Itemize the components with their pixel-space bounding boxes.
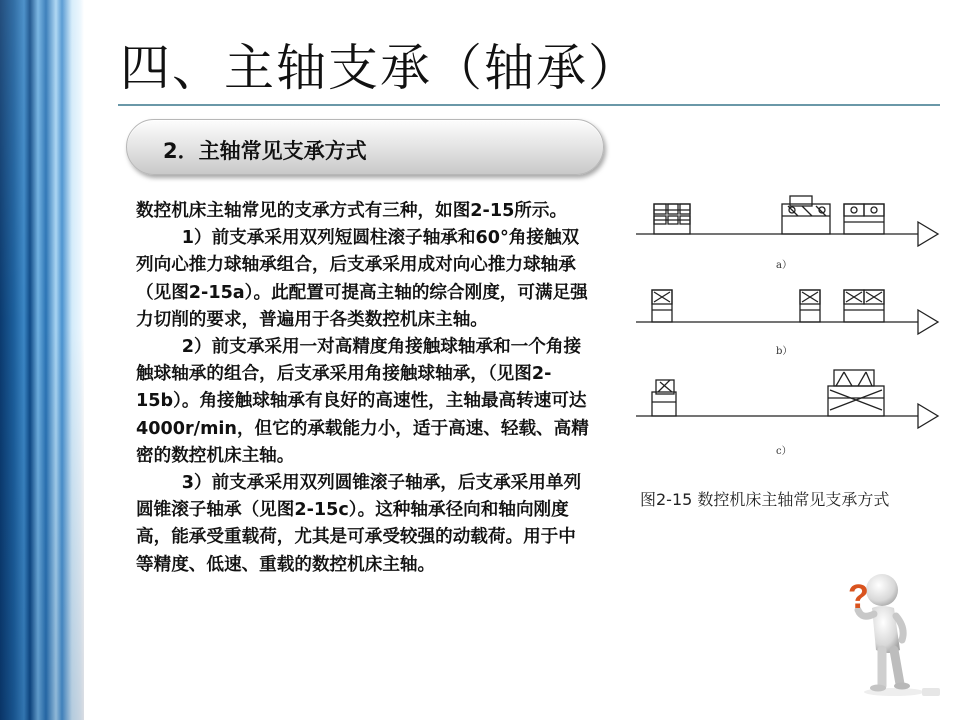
diagram-b [636,290,938,334]
left-decorative-stripes [0,0,84,720]
section-heading-pill [126,119,604,175]
bearing-arrangement-figure [630,186,948,466]
thinking-figure-illustration [842,568,942,698]
diagram-c [636,370,938,428]
sublabel-c: c） [776,446,792,457]
question-mark-icon: ? [848,578,869,616]
body-text [136,198,592,579]
paragraph-intro: 数控机床主轴常见的支承方式有三种，如图2-15所示。 [136,201,568,221]
corner-mark [922,688,940,696]
sublabel-a: a） [776,260,792,271]
paragraph-option-3: 3）前支承采用双列圆锥滚子轴承，后支承采用单列圆锥滚子轴承（见图2-15c）。这种轴承径向和轴向刚度高，能承受重载荷，尤其是可承受较强的动载荷。用于中等精度、低速、重载的数控机床主轴。 [136,473,582,575]
paragraph-option-1: 1）前支承采用双列短圆柱滚子轴承和60°角接触双列向心推力球轴承组合，后支承采用成对向心推力球轴承（见图2-15a）。此配置可提高主轴的综合刚度，可满足强力切削的要求，普遍用于各类数控机床主轴。 [136,228,588,330]
title-divider [118,104,940,106]
section-heading-text: 2．主轴常见支承方式 [163,139,367,163]
sublabel-b: b） [776,346,793,357]
figure-caption: 图2-15 数控机床主轴常见支承方式 [640,490,890,509]
diagram-a [636,196,938,246]
slide-title: 四、主轴支承（轴承） [120,39,640,97]
paragraph-option-2: 2）前支承采用一对高精度角接触球轴承和一个角接触球轴承的组合，后支承采用角接触球轴承，（见图2-15b）。角接触球轴承有良好的高速性，主轴最高转速可达4000r/min，但它的承载能力小，适于高速、轻载、高精密的数控机床主轴。 [136,337,589,466]
